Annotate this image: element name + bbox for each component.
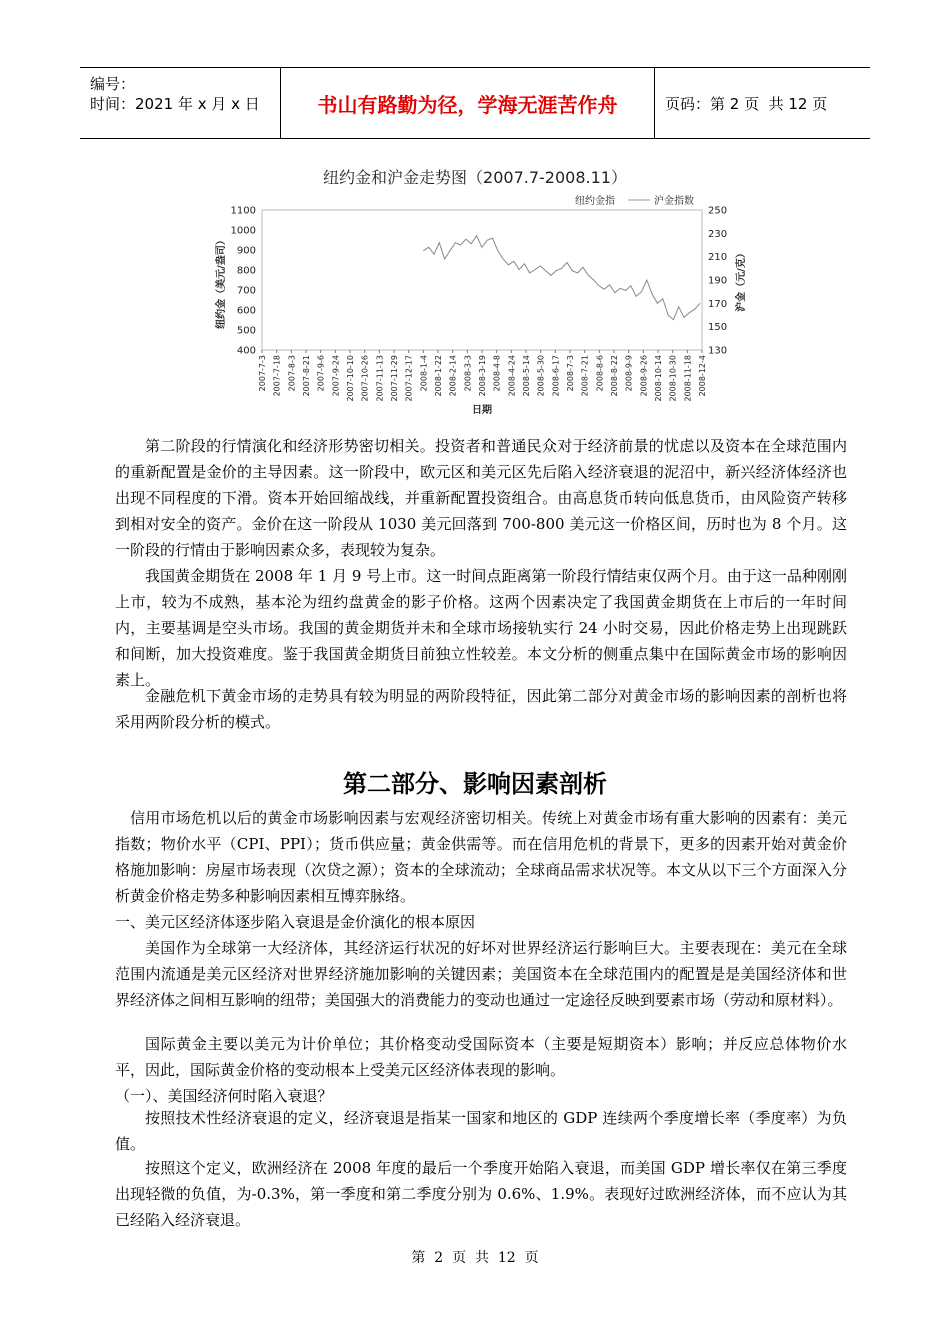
x-tick-label: 2008-3-19 <box>478 355 487 397</box>
x-tick-label: 2008-10-14 <box>654 355 663 402</box>
y-tick-right: 210 <box>708 252 728 264</box>
footer-page-number: 第 2 页 共 12 页 <box>411 1250 539 1266</box>
y-axis-left <box>231 206 256 357</box>
x-axis <box>258 350 707 402</box>
paragraph-1: 第二阶段的行情演化和经济形势密切相关。投资者和普通民众对于经济前景的忧虑以及资本在全球范围内的重新配置是金价的主导因素。这一阶段中，欧元区和美元区先后陷入经济衰退的泥沼中，新兴经济体经济也出现不同程度的下滑。资本开始回缩战线，并重新配置投资组合。由高息货币转向低息货币，由风险资产转移到相对安全的资产。金价在这一阶段从 1030 美元回落到 700-800 美元这一价格区间，历时也为 8 个月。这一阶段的行情由于影响因素众多，表现较为复杂。 <box>115 437 847 559</box>
legend-item-sh-gold: 沪金指数 <box>654 196 694 207</box>
x-tick-label: 2007-7-3 <box>258 355 267 392</box>
y-tick-right: 170 <box>708 298 728 310</box>
x-tick-label: 2007-8-21 <box>302 355 311 397</box>
subheading-2: （一）、美国经济何时陷入衰退？ <box>115 1087 333 1105</box>
x-tick-label: 2007-10-10 <box>346 355 355 402</box>
x-tick-label: 2008-11-18 <box>683 355 693 402</box>
y-tick-right: 150 <box>708 322 728 334</box>
page-label: 页码：第 2 页 共 12 页 <box>665 94 828 113</box>
page-header <box>80 67 870 139</box>
paragraph-2: 我国黄金期货在 2008 年 1 月 9 号上市。这一时间点距离第一阶段行情结束仅两个月。由于这一品种刚刚上市，较为不成熟，基本沦为纽约盘黄金的影子价格。这两个因素决定了我国黄金期货在上市后的一年时间内，主要基调是空头市场。我国的黄金期货并未和全球市场接轨实行 24 小时交易，因此价格走势上出现跳跃和间断，加大投资难度。鉴于我国黄金期货目前独立性较差。本文分析的侧重点集中在国际黄金市场的影响因素上。 <box>115 567 847 689</box>
y-axis-right <box>708 206 727 357</box>
gold-trend-chart <box>210 190 750 420</box>
y-axis-label-right: 沪金（元/克） <box>736 248 747 312</box>
chart-legend <box>575 194 694 207</box>
x-tick-label: 2008-7-21 <box>580 355 590 397</box>
x-tick-label: 2008-10-30 <box>668 355 678 402</box>
date-line: 时间：2021 年 x 月 x 日 <box>90 95 260 113</box>
y-tick-left: 400 <box>236 345 256 357</box>
series-line-sh-gold <box>423 236 700 320</box>
x-tick-label: 2008-8-6 <box>595 355 605 392</box>
y-tick-left: 500 <box>236 325 256 337</box>
y-tick-right: 190 <box>708 275 728 287</box>
x-tick-label: 2008-4-24 <box>507 355 517 397</box>
page-footer <box>0 1247 950 1267</box>
y-tick-right: 230 <box>708 228 728 240</box>
y-tick-left: 700 <box>236 285 256 297</box>
x-tick-label: 2007-9-24 <box>331 355 341 397</box>
paragraph-4: 信用市场危机以后的黄金市场影响因素与宏观经济密切相关。传统上对黄金市场有重大影响的因素有：美元指数；物价水平（CPI、PPI）；货币供应量；黄金供需等。而在信用危机的背景下，更多的因素开始对黄金价格施加影响：房屋市场表现（次贷之源）；资本的全球流动；全球商品需求状况等。本文从以下三个方面深入分析黄金价格走势多种影响因素相互博弈脉络。 <box>115 809 847 905</box>
x-tick-label: 2008-4-8 <box>492 355 502 392</box>
x-tick-label: 2008-9-9 <box>624 355 634 392</box>
x-tick-label: 2008-5-30 <box>536 355 546 397</box>
x-tick-label: 2007-8-3 <box>287 355 297 392</box>
legend-item-ny-gold: 纽约金指 <box>575 196 615 207</box>
x-tick-label: 2008-5-14 <box>522 355 531 397</box>
y-tick-right: 250 <box>708 205 728 217</box>
header-meta <box>80 68 281 138</box>
paragraph-5: 美国作为全球第一大经济体，其经济运行状况的好坏对世界经济运行影响巨大。主要表现在：美元在全球范围内流通是美元区经济对世界经济施加影响的关键因素；美国资本在全球范围内的配置是是美国经济体和世界经济体之间相互影响的纽带；美国强大的消费能力的变动也通过一定途径反映到要素市场（劳动和原材料）。 <box>115 939 847 1009</box>
paragraph-7: 按照技术性经济衰退的定义，经济衰退是指某一国家和地区的 GDP 连续两个季度增长率（季度率）为负值。 <box>115 1109 847 1153</box>
x-tick-label: 2008-2-14 <box>448 355 458 397</box>
y-tick-left: 600 <box>236 305 256 317</box>
x-tick-label: 2008-1-4 <box>419 355 429 392</box>
x-tick-label: 2007-10-26 <box>360 355 370 402</box>
x-tick-label: 2007-11-13 <box>375 355 385 402</box>
paragraph-3: 金融危机下黄金市场的走势具有较为明显的两阶段特征，因此第二部分对黄金市场的影响因素的剖析也将采用两阶段分析的模式。 <box>115 687 847 731</box>
plot-frame <box>262 210 702 350</box>
y-axis-label-left: 纽约金（美元/盎司） <box>216 235 227 329</box>
x-tick-label: 2007-7-18 <box>272 355 282 397</box>
chart-title: 纽约金和沪金走势图（2007.7-2008.11） <box>323 168 627 187</box>
x-tick-label: 2008-9-26 <box>639 355 649 397</box>
header-page <box>655 68 870 138</box>
paragraph-8: 按照这个定义，欧洲经济在 2008 年度的最后一个季度开始陷入衰退，而美国 GDP 增长率仅在第三季度出现轻微的负值，为-0.3%，第一季度和第二季度分别为 0.6%、1.9%。表现好过欧洲经济体，而不应认为其已经陷入经济衰退。 <box>115 1159 847 1229</box>
x-tick-label: 2007-11-29 <box>390 355 399 402</box>
x-axis-label: 日期 <box>472 405 492 416</box>
x-tick-label: 2008-7-3 <box>566 355 575 392</box>
section-heading: 第二部分、影响因素剖析 <box>343 770 607 798</box>
subheading-1: 一、美元区经济体逐步陷入衰退是金价演化的根本原因 <box>115 913 476 931</box>
y-tick-left: 1100 <box>230 205 256 217</box>
header-motto: 书山有路勤为径，学海无涯苦作舟 <box>281 68 655 138</box>
y-tick-left: 800 <box>236 265 256 277</box>
x-tick-label: 2008-1-22 <box>434 355 443 397</box>
y-tick-left: 900 <box>236 245 256 257</box>
x-tick-label: 2008-12-4 <box>698 355 707 397</box>
paragraph-6: 国际黄金主要以美元为计价单位；其价格变动受国际资本（主要是短期资本）影响；并反应总体物价水平，因此，国际黄金价格的变动根本上受美元区经济体表现的影响。 <box>115 1035 847 1079</box>
y-tick-right: 130 <box>708 345 728 357</box>
x-tick-label: 2008-6-17 <box>551 355 561 397</box>
x-tick-label: 2007-12-17 <box>404 355 414 402</box>
number-label: 编号： <box>90 75 136 93</box>
y-tick-left: 1000 <box>230 225 256 237</box>
x-tick-label: 2008-8-22 <box>610 355 619 397</box>
x-tick-label: 2008-3-3 <box>463 355 473 392</box>
x-tick-label: 2007-9-6 <box>316 355 326 392</box>
